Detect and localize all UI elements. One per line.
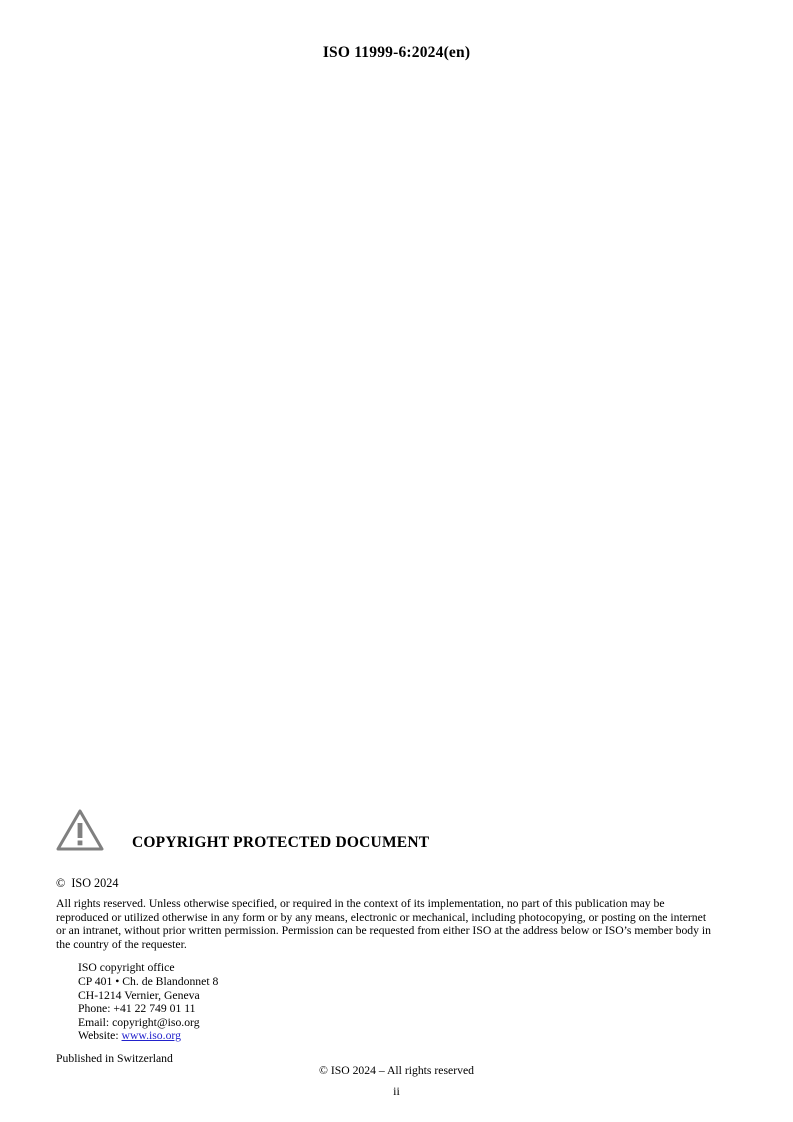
address-line-office: ISO copyright office: [78, 961, 175, 975]
address-line-website: [78, 1029, 716, 1043]
warning-triangle-icon: [56, 808, 104, 852]
page-number: ii: [393, 1084, 400, 1098]
copyright-body-text: All rights reserved. Unless otherwise specified, or required in the context of its implementation, no part of this publication may be reproduced or utilized otherwise in any form or by any means, electronic or mechanical, including photocopying, or posting on the internet or an intranet, without prior written permission. Permission can be requested from either ISO at the address below or ISO’s member body in the country of the requester.: [56, 897, 712, 951]
address-line-city: CH-1214 Vernier, Geneva: [78, 988, 200, 1002]
email-label: Email:: [78, 1015, 113, 1029]
copyright-year-text: ISO 2024: [71, 876, 119, 890]
copyright-protected-title: COPYRIGHT PROTECTED DOCUMENT: [132, 834, 430, 851]
copyright-notice-block: [56, 808, 716, 1066]
copyright-heading-row: [56, 808, 716, 856]
footer-rights-text: © ISO 2024 – All rights reserved: [319, 1064, 474, 1077]
page-header-standard-reference: ISO 11999-6:2024(en): [322, 44, 471, 61]
address-line-street: CP 401 • Ch. de Blandonnet 8: [78, 974, 219, 988]
email-value: copyright@iso.org: [112, 1015, 200, 1029]
copyright-symbol: ©: [56, 876, 66, 890]
address-line-phone: Phone: +41 22 749 01 11: [78, 1002, 196, 1016]
copyright-year-line: [56, 876, 716, 891]
website-link[interactable]: www.iso.org: [121, 1029, 181, 1043]
iso-copyright-office-address: [78, 961, 716, 1043]
website-label: Website:: [78, 1029, 122, 1043]
published-in-text: Published in Switzerland: [56, 1051, 173, 1065]
address-line-email: [78, 1016, 716, 1030]
